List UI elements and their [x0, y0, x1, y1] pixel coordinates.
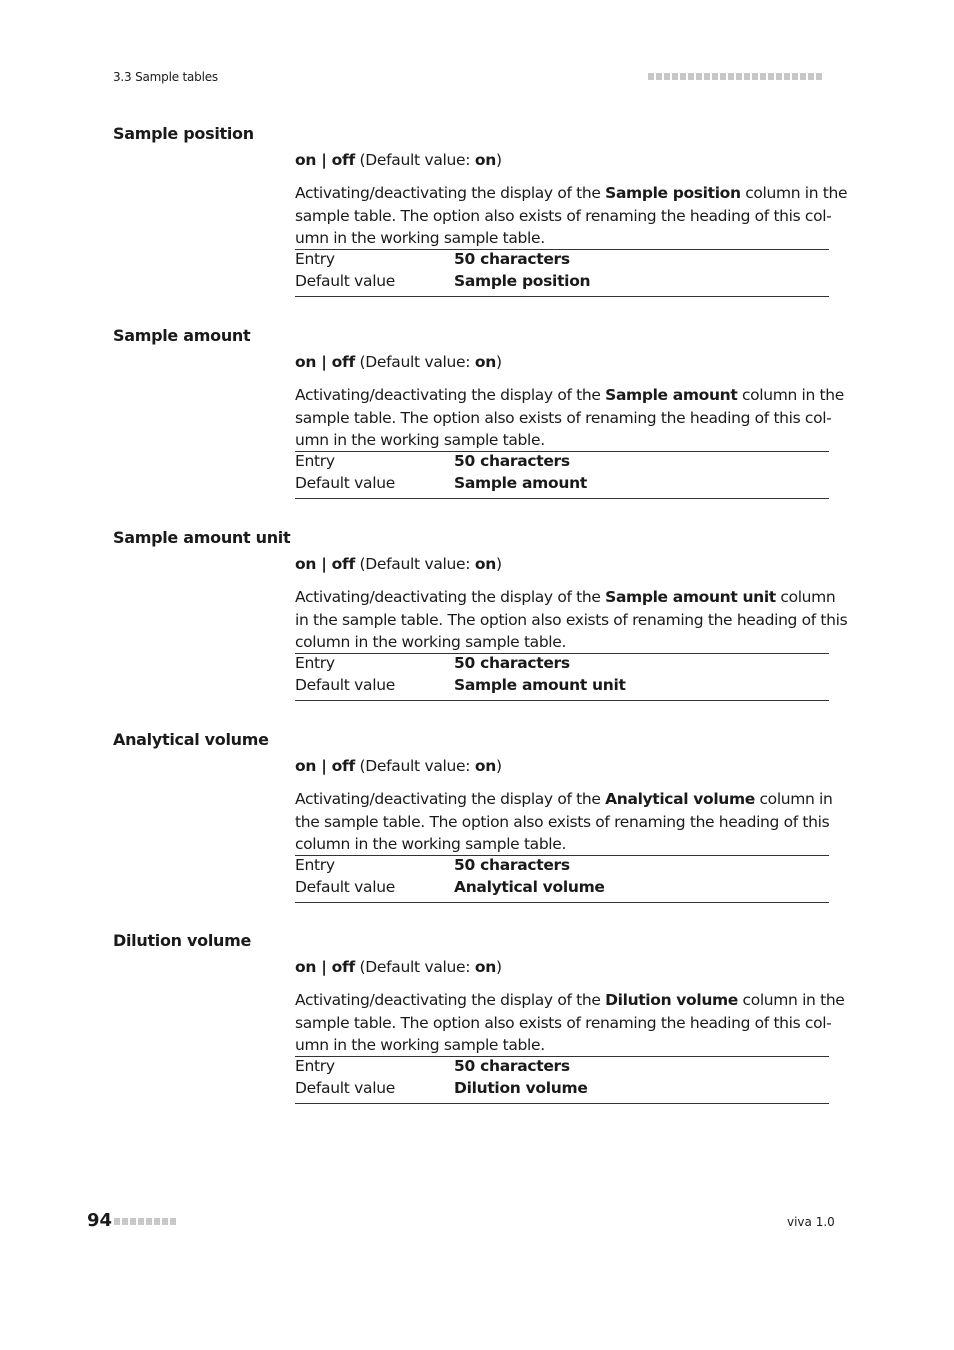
option-text: on	[474, 353, 496, 371]
row-value: 50 characters	[454, 250, 570, 268]
product-name: viva 1.0	[787, 1215, 835, 1229]
decoration-square	[122, 1218, 128, 1225]
description-text: column in the	[737, 386, 844, 404]
decoration-square	[784, 73, 790, 80]
parameter-table	[295, 451, 829, 499]
decoration-square	[162, 1218, 168, 1225]
decoration-square	[744, 73, 750, 80]
option-text: )	[495, 757, 502, 775]
description-text: sample table. The option also exists of renaming the heading of this col-	[295, 408, 832, 427]
decoration-square	[114, 1218, 120, 1225]
description-text: Activating/deactivating the display of the	[295, 184, 606, 202]
option-text: |	[316, 555, 332, 573]
parameter-title: Sample amount unit	[113, 528, 291, 547]
option-text: )	[495, 151, 502, 169]
description-line	[295, 833, 830, 856]
option-text: (Default value:	[354, 757, 475, 775]
row-value: 50 characters	[454, 856, 570, 874]
row-label: Default value	[295, 474, 395, 492]
option-text: |	[316, 151, 332, 169]
parameter-description	[295, 788, 833, 856]
option-text: (Default value:	[354, 555, 475, 573]
description-line	[295, 384, 844, 407]
option-text: |	[316, 353, 332, 371]
description-text: column in	[754, 790, 833, 808]
description-text: umn in the working sample table.	[295, 431, 545, 450]
footer-decoration	[114, 1218, 176, 1225]
option-values	[295, 555, 502, 573]
row-label: Entry	[295, 654, 335, 672]
parameter-title: Analytical volume	[113, 730, 269, 749]
description-text: Sample amount	[605, 386, 738, 404]
option-text: on	[295, 757, 317, 775]
description-line	[295, 811, 830, 834]
option-text: )	[495, 353, 502, 371]
parameter-description	[295, 989, 845, 1057]
description-text: column in the working sample table.	[295, 835, 567, 854]
row-value: 50 characters	[454, 452, 570, 470]
description-line	[295, 182, 848, 205]
page-number: 94	[87, 1210, 113, 1231]
row-label: Default value	[295, 1079, 395, 1097]
description-text: column in the working sample table.	[295, 633, 567, 652]
option-text: off	[331, 958, 355, 976]
decoration-square	[704, 73, 710, 80]
option-text: on	[295, 555, 317, 573]
option-text: |	[316, 958, 332, 976]
decoration-square	[656, 73, 662, 80]
option-values	[295, 958, 502, 976]
row-label: Default value	[295, 272, 395, 290]
option-text: off	[331, 555, 355, 573]
description-text: column	[775, 588, 836, 606]
parameter-title: Sample position	[113, 124, 254, 143]
parameter-table	[295, 653, 829, 701]
description-text: sample table. The option also exists of renaming the heading of this col-	[295, 206, 832, 225]
parameter-table	[295, 1056, 829, 1104]
description-line	[295, 1012, 830, 1035]
description-line	[295, 609, 848, 632]
parameter-table	[295, 249, 829, 297]
row-label: Entry	[295, 856, 335, 874]
description-text: the sample table. The option also exists of renaming the heading of this	[295, 812, 830, 831]
decoration-square	[816, 73, 822, 80]
option-text: off	[331, 151, 355, 169]
decoration-square	[736, 73, 742, 80]
description-text: Activating/deactivating the display of the	[295, 588, 606, 606]
option-text: off	[331, 353, 355, 371]
row-label: Entry	[295, 452, 335, 470]
row-value: 50 characters	[454, 654, 570, 672]
decoration-square	[138, 1218, 144, 1225]
parameter-table	[295, 855, 829, 903]
option-text: on	[295, 151, 317, 169]
description-text: Activating/deactivating the display of the	[295, 386, 606, 404]
description-line	[295, 205, 830, 228]
decoration-square	[800, 73, 806, 80]
description-line	[295, 989, 845, 1012]
row-value: Analytical volume	[454, 878, 605, 896]
option-text: (Default value:	[354, 151, 475, 169]
option-text: on	[474, 757, 496, 775]
header-section-title: 3.3 Sample tables	[113, 70, 218, 84]
option-text: )	[495, 958, 502, 976]
option-values	[295, 757, 502, 775]
option-values	[295, 151, 502, 169]
description-text: sample table. The option also exists of renaming the heading of this col-	[295, 1013, 832, 1032]
description-line	[295, 1034, 830, 1057]
row-label: Entry	[295, 250, 335, 268]
decoration-square	[154, 1218, 160, 1225]
decoration-square	[130, 1218, 136, 1225]
description-text: Activating/deactivating the display of the	[295, 790, 606, 808]
decoration-square	[776, 73, 782, 80]
option-text: |	[316, 757, 332, 775]
decoration-square	[672, 73, 678, 80]
decoration-square	[768, 73, 774, 80]
option-text: on	[474, 555, 496, 573]
option-text: on	[474, 151, 496, 169]
parameter-description	[295, 586, 848, 654]
description-text: umn in the working sample table.	[295, 1036, 545, 1055]
row-label: Default value	[295, 676, 395, 694]
row-value: 50 characters	[454, 1057, 570, 1075]
decoration-square	[146, 1218, 152, 1225]
parameter-description	[295, 384, 844, 452]
option-text: on	[295, 958, 317, 976]
parameter-title: Sample amount	[113, 326, 251, 345]
row-value: Sample position	[454, 272, 591, 290]
row-value: Sample amount unit	[454, 676, 626, 694]
decoration-square	[170, 1218, 176, 1225]
decoration-square	[696, 73, 702, 80]
decoration-square	[728, 73, 734, 80]
description-line	[295, 788, 833, 811]
row-label: Default value	[295, 878, 395, 896]
option-text: (Default value:	[354, 958, 475, 976]
decoration-square	[688, 73, 694, 80]
row-value: Sample amount	[454, 474, 587, 492]
decoration-square	[792, 73, 798, 80]
decoration-square	[752, 73, 758, 80]
description-text: Dilution volume	[605, 991, 738, 1009]
decoration-square	[648, 73, 654, 80]
description-text: column in the	[740, 184, 848, 202]
description-text: Sample position	[605, 184, 741, 202]
row-value: Dilution volume	[454, 1079, 588, 1097]
parameter-description	[295, 182, 848, 250]
description-line	[295, 429, 830, 452]
description-line	[295, 227, 830, 250]
row-label: Entry	[295, 1057, 335, 1075]
header-decoration	[648, 73, 822, 80]
decoration-square	[808, 73, 814, 80]
decoration-square	[680, 73, 686, 80]
description-text: Activating/deactivating the display of the	[295, 991, 606, 1009]
option-values	[295, 353, 502, 371]
option-text: off	[331, 757, 355, 775]
description-line	[295, 631, 830, 654]
option-text: on	[474, 958, 496, 976]
description-line	[295, 407, 830, 430]
description-text: Sample amount unit	[605, 588, 776, 606]
option-text: on	[295, 353, 317, 371]
option-text: (Default value:	[354, 353, 475, 371]
decoration-square	[720, 73, 726, 80]
description-text: in the sample table. The option also exists of renaming the heading of this	[295, 610, 848, 629]
decoration-square	[712, 73, 718, 80]
description-text: umn in the working sample table.	[295, 229, 545, 248]
description-text: column in the	[737, 991, 845, 1009]
option-text: )	[495, 555, 502, 573]
decoration-square	[760, 73, 766, 80]
parameter-title: Dilution volume	[113, 931, 252, 950]
description-line	[295, 586, 836, 609]
description-text: Analytical volume	[605, 790, 755, 808]
decoration-square	[664, 73, 670, 80]
